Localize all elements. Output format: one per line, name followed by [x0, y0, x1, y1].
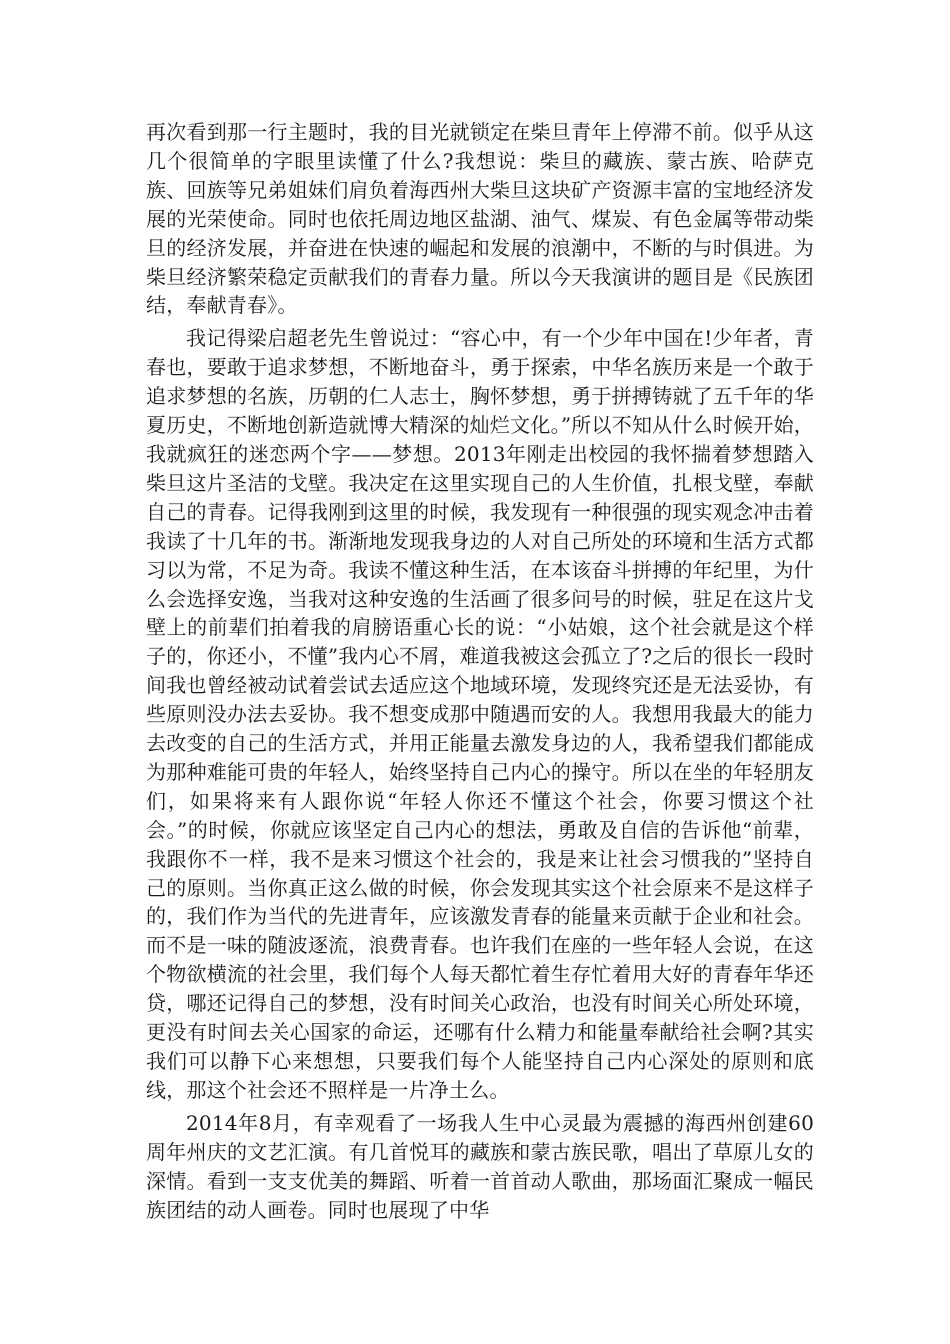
paragraph-dream: 我记得梁启超老先生曾说过：“容心中，有一个少年中国在!少年者，青春也，要敢于追求梦想，不断地奋斗，勇于探索，中华名族历来是一个敢于追求梦想的名族，历朝的仁人志士，胸怀梦想，勇于拼搏铸就了五千年的华夏历史，不断地创新造就博大精深的灿烂文化。”所以不知从什么时候开始，我就疯狂的迷恋两个字——梦想。2013年刚走出校园的我怀揣着梦想踏入柴旦这片圣洁的戈壁。我决定在这里实现自己的人生价值，扎根戈壁，奉献自己的青春。记得我刚到这里的时候，我发现有一种很强的现实观念冲击着我读了十几年的书。渐渐地发现我身边的人对自己所处的环境和生活方式都习以为常，不足为奇。我读不懂这种生活，在本该奋斗拼搏的年纪里，为什么会选择安逸，当我对这种安逸的生活画了很多问号的时候，驻足在这片戈壁上的前辈们拍着我的肩膀语重心长的说：“小姑娘，这个社会就是这个样子的，你还小，不懂”我内心不屑，难道我被这会孤立了?之后的很长一段时间我也曾经被动试着尝试去适应这个地域环境，发现终究还是无法妥协，有些原则没办法去妥协。我不想变成那中随遇而安的人。我想用我最大的能力去改变的自己的生活方式，并用正能量去激发身边的人，我希望我们都能成为那种难能可贵的年轻人，始终坚持自己内心的操守。所以在坐的年轻朋友们，如果将来有人跟你说“年轻人你还不懂这个社会，你要习惯这个社会。”的时候，你就应该坚定自己内心的想法，勇敢及自信的告诉他“前辈，我跟你不一样，我不是来习惯这个社会的，我是来让社会习惯我的”坚持自己的原则。当你真正这么做的时候，你会发现其实这个社会原来不是这样子的，我们作为当代的先进青年，应该激发青春的能量来贡献于企业和社会。而不是一味的随波逐流，浪费青春。也许我们在座的一些年轻人会说，在这个物欲横流的社会里，我们每个人每天都忙着生存忙着用大好的青春年华还贷，哪还记得自己的梦想，没有时间关心政治，也没有时间关心所处环境，更没有时间去关心国家的命运，还哪有什么精力和能量奉献给社会啊?其实我们可以静下心来想想，只要我们每个人能坚持自己内心深处的原则和底线，那这个社会还不照样是一片净土么。: [146, 326, 814, 1102]
document-body: [146, 118, 814, 1228]
paragraph-performance: 2014年8月，有幸观看了一场我人生中心灵最为震撼的海西州创建60周年州庆的文艺汇演。有几首悦耳的藏族和蒙古族民歌，唱出了草原儿女的深情。看到一支支优美的舞蹈、听着一首首动人歌曲，那场面汇聚成一幅民族团结的动人画卷。同时也展现了中华: [146, 1110, 814, 1222]
paragraph-intro: 再次看到那一行主题时，我的目光就锁定在柴旦青年上停滞不前。似乎从这几个很简单的字眼里读懂了什么?我想说：柴旦的藏族、蒙古族、哈萨克族、回族等兄弟姐妹们肩负着海西州大柴旦这块矿产资源丰富的宝地经济发展的光荣使命。同时也依托周边地区盐湖、油气、煤炭、有色金属等带动柴旦的经济发展，并奋进在快速的崛起和发展的浪潮中，不断的与时俱进。为柴旦经济繁荣稳定贡献我们的青春力量。所以今天我演讲的题目是《民族团结，奉献青春》。: [146, 120, 814, 318]
